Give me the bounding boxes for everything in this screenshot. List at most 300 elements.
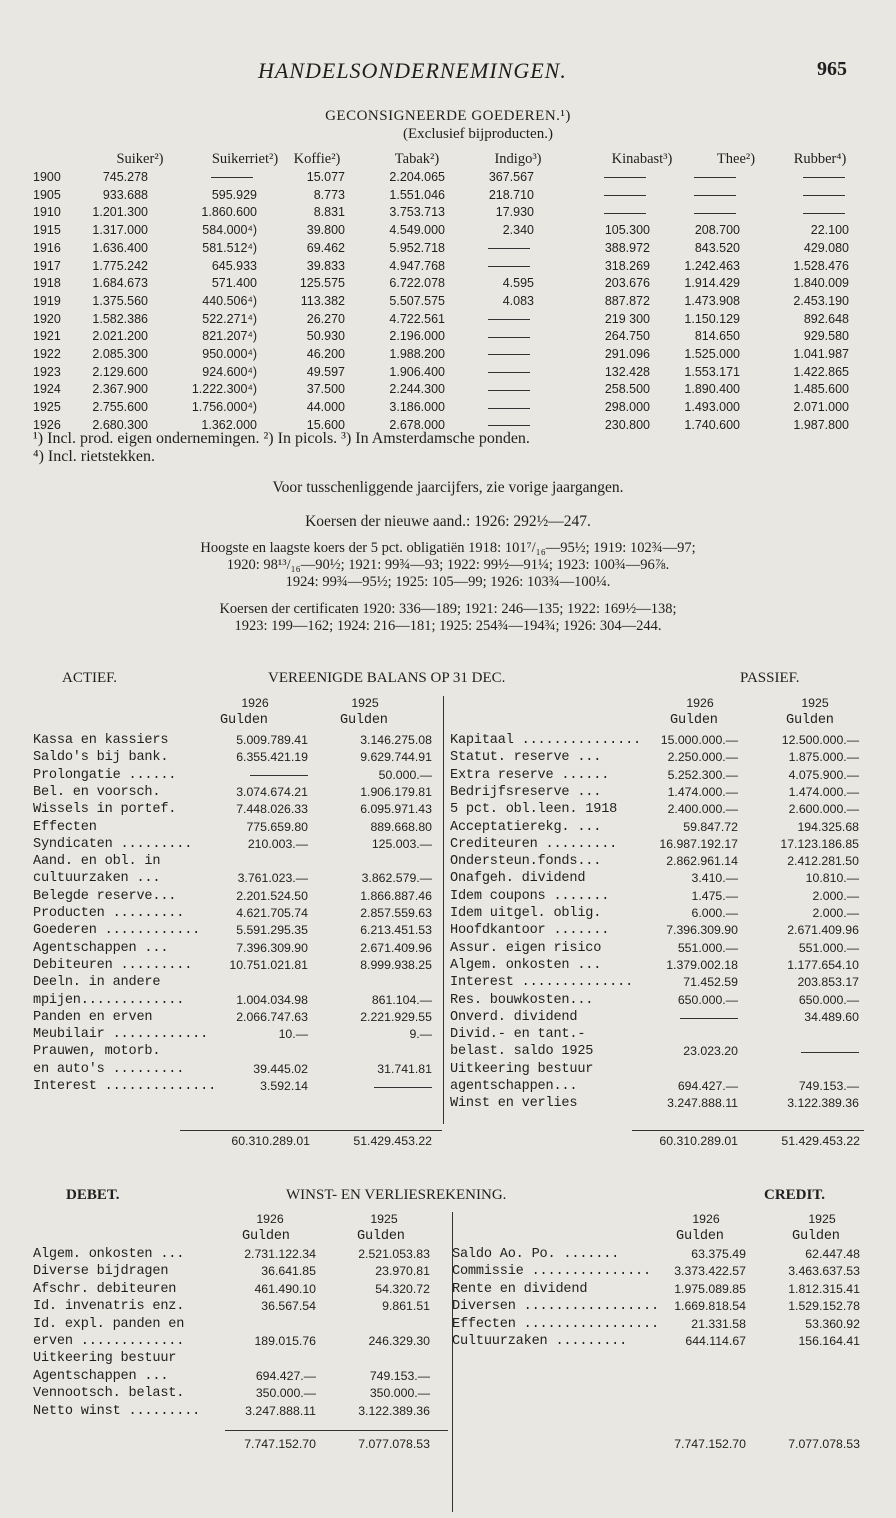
goederen-cell: 887.872 bbox=[604, 293, 650, 308]
goederen-cell: 69.462 bbox=[306, 240, 345, 255]
goederen-cell: 1.317.000 bbox=[92, 223, 148, 238]
debet-label: Agentschappen ... bbox=[33, 1368, 169, 1384]
actief-value: 6.095.971.43 bbox=[360, 802, 432, 817]
actief-value: 775.659.80 bbox=[246, 819, 308, 834]
goederen-cell: 1.493.000 bbox=[684, 400, 740, 415]
goederen-year: 1917 bbox=[33, 258, 61, 273]
actief-value: 1.866.887.46 bbox=[360, 888, 432, 903]
debet-value: 694.427.— bbox=[255, 1368, 316, 1383]
goederen-cell: 1.422.865 bbox=[793, 364, 849, 379]
winst-total-right-1926: 7.747.152.70 bbox=[674, 1437, 746, 1451]
goederen-cell: 1.553.171 bbox=[684, 364, 740, 379]
passief-value: 7.396.309.90 bbox=[666, 923, 738, 938]
goederen-cell: 4.595 bbox=[502, 276, 534, 291]
actief-value: 3.862.579.— bbox=[361, 871, 432, 886]
goederen-cell: 5.507.575 bbox=[389, 293, 445, 308]
winst-debet-heading: DEBET. bbox=[66, 1187, 120, 1203]
actief-label: Prolongatie ...... bbox=[33, 767, 177, 783]
goederen-cell: 1.473.908 bbox=[684, 293, 740, 308]
debet-value: 2.731.122.34 bbox=[244, 1247, 316, 1261]
goederen-cell: 2.367.900 bbox=[92, 382, 148, 397]
actief-label: mpijen............. bbox=[33, 992, 185, 1008]
goederen-cell: 15.077 bbox=[306, 170, 345, 184]
passief-value: 2.671.409.96 bbox=[787, 923, 859, 938]
winst-total-right-1925: 7.077.078.53 bbox=[788, 1437, 860, 1451]
passief-value: 551.000.— bbox=[677, 940, 738, 955]
actief-label: Kassa en kassiers bbox=[33, 733, 169, 748]
goederen-cell: 298.000 bbox=[604, 400, 650, 415]
goederen-year: 1925 bbox=[33, 400, 61, 415]
balans-total-rule-left bbox=[180, 1130, 442, 1131]
passief-value: 4.075.900.— bbox=[788, 767, 859, 782]
goederen-cell: 2.071.000 bbox=[793, 400, 849, 415]
passief-value: 1.875.000.— bbox=[788, 750, 859, 765]
passief-value: 2.412.281.50 bbox=[787, 854, 859, 869]
note-certificaten-2: 1923: 199—162; 1924: 216—181; 1925: 254¾—194¾; 1926: 304—244. bbox=[234, 618, 662, 634]
actief-value: 39.445.02 bbox=[253, 1061, 308, 1076]
winst-total-rule-left bbox=[225, 1430, 448, 1431]
note-koersen-aand: Koersen der nieuwe aand.: 1926: 292½—247. bbox=[305, 513, 591, 530]
goederen-cell: 230.800 bbox=[604, 417, 650, 432]
debet-value: 3.247.888.11 bbox=[245, 1403, 316, 1418]
actief-value: 889.668.80 bbox=[370, 819, 432, 834]
actief-value: 2.066.747.63 bbox=[236, 1009, 308, 1024]
actief-value: 1.906.179.81 bbox=[360, 784, 432, 799]
actief-label: Interest .............. bbox=[33, 1079, 217, 1094]
actief-value: 8.999.938.25 bbox=[360, 957, 432, 972]
balans-total-left-1926: 60.310.289.01 bbox=[231, 1134, 310, 1148]
goederen-dash bbox=[488, 327, 534, 345]
passief-label: Crediteuren ......... bbox=[450, 836, 618, 852]
credit-value: 1.975.089.85 bbox=[674, 1281, 746, 1296]
credit-value: 644.114.67 bbox=[685, 1334, 746, 1348]
balans-actief-heading: ACTIEF. bbox=[62, 670, 118, 686]
balans-passief-unit-1: Gulden bbox=[670, 713, 718, 728]
goederen-cell: 950.000⁴) bbox=[202, 347, 257, 361]
goederen-cell: 1.987.800 bbox=[793, 417, 849, 432]
credit-label: Diversen ................. bbox=[452, 1299, 659, 1315]
actief-label: Deeln. in andere bbox=[33, 975, 161, 991]
goederen-year: 1900 bbox=[33, 170, 61, 184]
goederen-title: GECONSIGNEERDE GOEDEREN.¹) bbox=[325, 108, 571, 124]
goederen-year: 1921 bbox=[33, 329, 61, 344]
goederen-cell: 1.582.386 bbox=[92, 311, 148, 326]
passief-value: 650.000.— bbox=[798, 992, 859, 1007]
goederen-cell: 1.201.300 bbox=[92, 205, 148, 220]
actief-value: 10.— bbox=[278, 1027, 308, 1042]
goederen-cell: 2.196.000 bbox=[389, 329, 445, 344]
debet-label: erven ............. bbox=[33, 1334, 185, 1349]
actief-value: 3.074.674.21 bbox=[236, 784, 308, 799]
goederen-dash-rule bbox=[604, 195, 646, 196]
actief-value: 31.741.81 bbox=[377, 1061, 432, 1076]
actief-value: 861.104.— bbox=[371, 992, 432, 1007]
balans-actief-year-1: 1926 bbox=[241, 696, 269, 710]
goederen-year: 1918 bbox=[33, 276, 61, 291]
goederen-cell: 17.930 bbox=[495, 205, 534, 220]
debet-value: 3.122.389.36 bbox=[358, 1403, 430, 1418]
goederen-cell: 892.648 bbox=[803, 311, 849, 326]
debet-value: 461.490.10 bbox=[254, 1281, 316, 1296]
goederen-cell: 1.684.673 bbox=[92, 276, 148, 291]
debet-label: Id. invenatris enz. bbox=[33, 1299, 185, 1315]
passief-value: 34.489.60 bbox=[804, 1009, 859, 1024]
goederen-dash-rule bbox=[488, 390, 530, 391]
goederen-dash-rule bbox=[488, 337, 530, 338]
balans-passief-unit-2: Gulden bbox=[786, 713, 834, 728]
actief-value: 4.621.705.74 bbox=[236, 906, 308, 920]
passief-value: 551.000.— bbox=[798, 940, 859, 955]
goederen-dash bbox=[803, 203, 849, 221]
goederen-cell: 208.700 bbox=[694, 223, 740, 238]
actief-value: 6.213.451.53 bbox=[360, 923, 432, 938]
goederen-col-header: Rubber⁴) bbox=[793, 151, 847, 167]
note-certificaten-1: Koersen der certificaten 1920: 336—189; 1921: 246—135; 1922: 169½—138; bbox=[219, 601, 677, 617]
passief-label: Ondersteun.fonds... bbox=[450, 854, 602, 870]
goederen-cell: 44.000 bbox=[306, 400, 345, 415]
goederen-cell: 843.520 bbox=[694, 240, 740, 255]
goederen-cell: 1.150.129 bbox=[684, 311, 740, 326]
passief-value: 5.252.300.— bbox=[667, 767, 738, 782]
winst-title: WINST- EN VERLIESREKENING. bbox=[286, 1187, 507, 1203]
goederen-cell: 595.929 bbox=[211, 187, 257, 202]
passief-value: 59.847.72 bbox=[683, 819, 738, 834]
goederen-cell: 15.600 bbox=[306, 417, 345, 432]
passief-value: 1.379.002.18 bbox=[666, 957, 738, 972]
goederen-cell: 2.680.300 bbox=[92, 417, 148, 432]
note-hoogste-1: Hoogste en laagste koers der 5 pct. obligatiën 1918: 101⁷/₁₆—95½; 1919: 102¾—97; bbox=[200, 540, 696, 556]
goederen-cell: 429.080 bbox=[803, 240, 849, 255]
winst-divider bbox=[452, 1212, 453, 1512]
goederen-dash-rule bbox=[488, 354, 530, 355]
credit-value: 21.331.58 bbox=[691, 1316, 746, 1331]
debet-value: 36.567.54 bbox=[261, 1299, 316, 1314]
goederen-cell: 440.506⁴) bbox=[202, 293, 257, 308]
actief-value: 6.355.421.19 bbox=[236, 750, 308, 765]
passief-value: 15.000.000.— bbox=[660, 733, 738, 747]
winst-debet-year-1: 1926 bbox=[256, 1212, 284, 1226]
passief-value: 2.250.000.— bbox=[667, 750, 738, 765]
actief-value: 9.629.744.91 bbox=[360, 750, 432, 765]
goederen-dash-rule bbox=[488, 425, 530, 426]
credit-value: 3.373.422.57 bbox=[674, 1264, 746, 1279]
goederen-cell: 571.400 bbox=[211, 276, 257, 291]
actief-value: 2.221.929.55 bbox=[360, 1009, 432, 1024]
goederen-dash bbox=[488, 398, 534, 416]
goederen-col-header: Koffie²) bbox=[293, 151, 341, 167]
goederen-cell: 4.722.561 bbox=[389, 311, 445, 326]
goederen-cell: 291.096 bbox=[604, 347, 650, 361]
balans-total-left-1925: 51.429.453.22 bbox=[353, 1134, 432, 1148]
winst-debet-unit-1: Gulden bbox=[242, 1229, 290, 1244]
credit-value: 53.360.92 bbox=[805, 1316, 860, 1331]
actief-label: cultuurzaken ... bbox=[33, 871, 161, 887]
actief-label: Meubilair ............ bbox=[33, 1027, 209, 1043]
passief-value: 694.427.— bbox=[677, 1079, 738, 1093]
passief-value: 749.153.— bbox=[798, 1079, 859, 1093]
winst-total-left-1925: 7.077.078.53 bbox=[358, 1437, 430, 1451]
goederen-year: 1922 bbox=[33, 347, 61, 361]
passief-label: Onverd. dividend bbox=[450, 1009, 578, 1025]
actief-label: Goederen ............ bbox=[33, 923, 201, 939]
credit-label: Rente en dividend bbox=[452, 1281, 588, 1297]
goederen-dash-rule bbox=[803, 195, 845, 196]
goederen-cell: 219 300 bbox=[604, 311, 650, 326]
credit-value: 62.447.48 bbox=[805, 1247, 860, 1261]
goederen-cell: 22.100 bbox=[810, 223, 849, 238]
goederen-dash bbox=[488, 310, 534, 328]
winst-credit-year-2: 1925 bbox=[808, 1212, 836, 1226]
passief-label: Uitkeering bestuur bbox=[450, 1061, 594, 1077]
goederen-dash bbox=[488, 380, 534, 398]
debet-value: 246.329.30 bbox=[368, 1334, 430, 1348]
goederen-col-header: Kinabast³) bbox=[611, 151, 673, 167]
goederen-cell: 6.722.078 bbox=[389, 276, 445, 291]
goederen-cell: 814.650 bbox=[694, 329, 740, 344]
passief-value: 17.123.186.85 bbox=[780, 836, 859, 851]
credit-label: Saldo Ao. Po. ....... bbox=[452, 1247, 620, 1262]
actief-value: 5.009.789.41 bbox=[236, 733, 308, 747]
winst-credit-unit-2: Gulden bbox=[792, 1229, 840, 1244]
actief-label: Debiteuren ......... bbox=[33, 957, 193, 973]
goederen-cell: 2.129.600 bbox=[92, 364, 148, 379]
goederen-dash-rule bbox=[488, 266, 530, 267]
goederen-year: 1915 bbox=[33, 223, 61, 238]
goederen-col-header: Suiker²) bbox=[116, 151, 164, 167]
actief-label: Producten ......... bbox=[33, 906, 185, 921]
credit-value: 1.812.315.41 bbox=[788, 1281, 860, 1296]
balans-total-rule-right bbox=[632, 1130, 864, 1131]
goederen-cell: 258.500 bbox=[604, 382, 650, 397]
passief-value: 6.000.— bbox=[691, 906, 738, 920]
goederen-cell: 2.340 bbox=[502, 223, 534, 238]
passief-label: Bedrijfsreserve ... bbox=[450, 784, 602, 800]
actief-dash-rule bbox=[250, 775, 308, 776]
goederen-cell: 2.204.065 bbox=[389, 170, 445, 184]
passief-value: 12.500.000.— bbox=[781, 733, 859, 747]
debet-value: 9.861.51 bbox=[382, 1299, 430, 1314]
passief-label: Acceptatierekg. ... bbox=[450, 819, 602, 835]
balans-passief-year-2: 1925 bbox=[801, 696, 829, 710]
goederen-year: 1923 bbox=[33, 364, 61, 379]
passief-label: Kapitaal ............... bbox=[450, 733, 641, 748]
goederen-cell: 367.567 bbox=[488, 170, 534, 184]
passief-label: Statut. reserve ... bbox=[450, 750, 602, 766]
actief-dash-rule bbox=[374, 1087, 432, 1088]
passief-value: 194.325.68 bbox=[797, 819, 859, 834]
actief-value: 7.396.309.90 bbox=[236, 940, 308, 955]
goederen-cell: 3.186.000 bbox=[389, 400, 445, 415]
goederen-cell: 3.753.713 bbox=[389, 205, 445, 220]
passief-value: 2.000.— bbox=[812, 906, 859, 920]
actief-label: Bel. en voorsch. bbox=[33, 784, 161, 800]
goederen-footnote-1: ¹) Incl. prod. eigen ondernemingen. ²) In picols. ³) In Amsterdamsche ponden. bbox=[33, 430, 530, 447]
debet-value: 2.521.053.83 bbox=[358, 1247, 430, 1261]
actief-value: 9.— bbox=[409, 1027, 432, 1042]
debet-label: Id. expl. panden en bbox=[33, 1316, 185, 1332]
goederen-cell: 1.222.300⁴) bbox=[191, 382, 257, 397]
goederen-cell: 645.933 bbox=[211, 258, 257, 273]
goederen-dash-rule bbox=[604, 177, 646, 178]
actief-value: 125.003.— bbox=[371, 836, 432, 851]
goederen-cell: 2.755.600 bbox=[92, 400, 148, 415]
actief-label: Belegde reserve... bbox=[33, 888, 177, 904]
goederen-cell: 1.485.600 bbox=[793, 382, 849, 397]
goederen-cell: 1.375.560 bbox=[92, 293, 148, 308]
goederen-col-header: Thee²) bbox=[716, 151, 756, 167]
credit-value: 1.669.818.54 bbox=[674, 1299, 746, 1314]
actief-dash bbox=[374, 1078, 432, 1095]
passief-label: Winst en verlies bbox=[450, 1096, 578, 1112]
passief-value: 1.474.000.— bbox=[788, 784, 859, 799]
goederen-cell: 1.551.046 bbox=[389, 187, 445, 202]
actief-dash bbox=[250, 767, 308, 784]
goederen-dash-rule bbox=[803, 213, 845, 214]
goederen-cell: 4.549.000 bbox=[389, 223, 445, 238]
debet-value: 749.153.— bbox=[369, 1368, 430, 1383]
balans-actief-unit-1: Gulden bbox=[220, 713, 268, 728]
goederen-cell: 821.207⁴) bbox=[202, 329, 257, 344]
passief-value: 3.410.— bbox=[691, 871, 738, 886]
passief-value: 2.400.000.— bbox=[667, 802, 738, 817]
balans-total-right-1926: 60.310.289.01 bbox=[659, 1134, 738, 1148]
goederen-cell: 929.580 bbox=[803, 329, 849, 344]
winst-credit-unit-1: Gulden bbox=[676, 1229, 724, 1244]
balans-total-right-1925: 51.429.453.22 bbox=[781, 1134, 860, 1148]
passief-value: 1.474.000.— bbox=[667, 784, 738, 799]
passief-label: Res. bouwkosten... bbox=[450, 992, 594, 1008]
actief-value: 1.004.034.98 bbox=[236, 992, 308, 1007]
credit-value: 156.164.41 bbox=[798, 1334, 860, 1348]
goederen-cell: 745.278 bbox=[102, 170, 148, 184]
goederen-cell: 26.270 bbox=[306, 311, 345, 326]
goederen-year: 1910 bbox=[33, 205, 61, 220]
winst-debet-year-2: 1925 bbox=[370, 1212, 398, 1226]
goederen-col-header: Tabak²) bbox=[394, 151, 440, 167]
balans-actief-unit-2: Gulden bbox=[340, 713, 388, 728]
passief-label: belast. saldo 1925 bbox=[450, 1044, 594, 1060]
actief-label: en auto's ......... bbox=[33, 1061, 185, 1077]
goederen-dash-rule bbox=[803, 177, 845, 178]
goederen-cell: 522.271⁴) bbox=[202, 311, 257, 326]
debet-label: Algem. onkosten ... bbox=[33, 1247, 185, 1262]
winst-debet-unit-2: Gulden bbox=[357, 1229, 405, 1244]
balans-title: VEREENIGDE BALANS OP 31 DEC. bbox=[268, 670, 506, 686]
passief-label: Algem. onkosten ... bbox=[450, 957, 602, 973]
debet-label: Diverse bijdragen bbox=[33, 1264, 169, 1280]
actief-label: Panden en erven bbox=[33, 1009, 153, 1025]
goederen-cell: 125.575 bbox=[299, 276, 345, 291]
goederen-dash bbox=[803, 168, 849, 186]
actief-label: Effecten bbox=[33, 819, 97, 835]
passief-value: 3.247.888.11 bbox=[667, 1096, 738, 1111]
goederen-cell: 49.597 bbox=[306, 364, 345, 379]
passief-value: 650.000.— bbox=[677, 992, 738, 1007]
goederen-cell: 46.200 bbox=[306, 347, 345, 361]
goederen-cell: 1.914.429 bbox=[684, 276, 740, 291]
goederen-cell: 5.952.718 bbox=[389, 240, 445, 255]
goederen-cell: 1.740.600 bbox=[684, 417, 740, 432]
goederen-cell: 132.428 bbox=[604, 364, 650, 379]
actief-value: 5.591.295.35 bbox=[236, 923, 308, 938]
winst-credit-year-1: 1926 bbox=[692, 1212, 720, 1226]
actief-value: 50.000.— bbox=[378, 767, 432, 782]
goederen-cell: 318.269 bbox=[604, 258, 650, 273]
goederen-cell: 388.972 bbox=[604, 240, 650, 255]
actief-value: 2.857.559.63 bbox=[360, 906, 432, 920]
goederen-cell: 2.085.300 bbox=[92, 347, 148, 361]
actief-value: 7.448.026.33 bbox=[236, 802, 308, 817]
passief-dash-rule bbox=[801, 1052, 859, 1053]
credit-label: Effecten ................. bbox=[452, 1316, 659, 1332]
goederen-year: 1919 bbox=[33, 293, 61, 308]
goederen-dash bbox=[604, 186, 650, 204]
passief-dash-rule bbox=[680, 1018, 738, 1019]
goederen-cell: 4.947.768 bbox=[389, 258, 445, 273]
debet-value: 23.970.81 bbox=[375, 1264, 430, 1279]
debet-label: Netto winst ......... bbox=[33, 1403, 201, 1419]
credit-value: 63.375.49 bbox=[691, 1247, 746, 1261]
passief-value: 2.862.961.14 bbox=[666, 854, 738, 869]
winst-credit-heading: CREDIT. bbox=[764, 1187, 825, 1203]
goederen-cell: 50.930 bbox=[306, 329, 345, 344]
goederen-dash bbox=[694, 168, 740, 186]
winst-total-left-1926: 7.747.152.70 bbox=[244, 1437, 316, 1451]
goederen-dash bbox=[488, 257, 534, 275]
goederen-cell: 1.890.400 bbox=[684, 382, 740, 397]
goederen-cell: 37.500 bbox=[306, 382, 345, 397]
passief-value: 1.177.654.10 bbox=[787, 957, 859, 972]
goederen-cell: 1.041.987 bbox=[793, 347, 849, 361]
actief-label: Agentschappen ... bbox=[33, 940, 169, 956]
passief-label: Idem coupons ....... bbox=[450, 888, 610, 904]
goederen-cell: 4.083 bbox=[502, 293, 534, 308]
goederen-dash-rule bbox=[488, 319, 530, 320]
actief-value: 3.761.023.— bbox=[237, 871, 308, 886]
goederen-cell: 218.710 bbox=[488, 187, 534, 202]
goederen-col-header: Suikerriet²) bbox=[211, 151, 279, 167]
passief-label: Extra reserve ...... bbox=[450, 767, 610, 783]
passief-value: 16.987.192.17 bbox=[659, 836, 738, 851]
goederen-dash bbox=[604, 168, 650, 186]
goederen-cell: 1.525.000 bbox=[684, 347, 740, 361]
goederen-cell: 8.773 bbox=[313, 187, 345, 202]
passief-label: Interest .............. bbox=[450, 975, 634, 991]
passief-label: Idem uitgel. oblig. bbox=[450, 906, 602, 921]
credit-value: 1.529.152.78 bbox=[788, 1299, 860, 1314]
passief-label: agentschappen... bbox=[450, 1079, 578, 1094]
passief-label: Divid.- en tant.- bbox=[450, 1027, 586, 1043]
note-tusschenliggende: Voor tusschenliggende jaarcijfers, zie vorige jaargangen. bbox=[272, 479, 624, 496]
goederen-cell: 203.676 bbox=[604, 276, 650, 291]
actief-value: 10.751.021.81 bbox=[229, 957, 308, 972]
goederen-subtitle: (Exclusief bijproducten.) bbox=[403, 126, 553, 142]
passief-label: Assur. eigen risico bbox=[450, 940, 602, 956]
goederen-cell: 39.833 bbox=[306, 258, 345, 273]
goederen-cell: 933.688 bbox=[102, 187, 148, 202]
goederen-cell: 2.678.000 bbox=[389, 417, 445, 432]
goederen-year: 1924 bbox=[33, 382, 61, 397]
passief-value: 23.023.20 bbox=[683, 1044, 738, 1059]
goederen-cell: 1.988.200 bbox=[389, 347, 445, 361]
goederen-dash bbox=[803, 186, 849, 204]
note-hoogste-3: 1924: 99¾—95½; 1925: 105—99; 1926: 103¾—100¼. bbox=[285, 574, 611, 590]
goederen-cell: 1.636.400 bbox=[92, 240, 148, 255]
actief-value: 2.671.409.96 bbox=[360, 940, 432, 955]
goederen-cell: 1.242.463 bbox=[684, 258, 740, 273]
note-hoogste-2: 1920: 98¹³/₁₆—90½; 1921: 99¾—93; 1922: 99½—91¼; 1923: 100¾—96⅞. bbox=[226, 557, 670, 573]
passief-dash bbox=[801, 1043, 859, 1060]
